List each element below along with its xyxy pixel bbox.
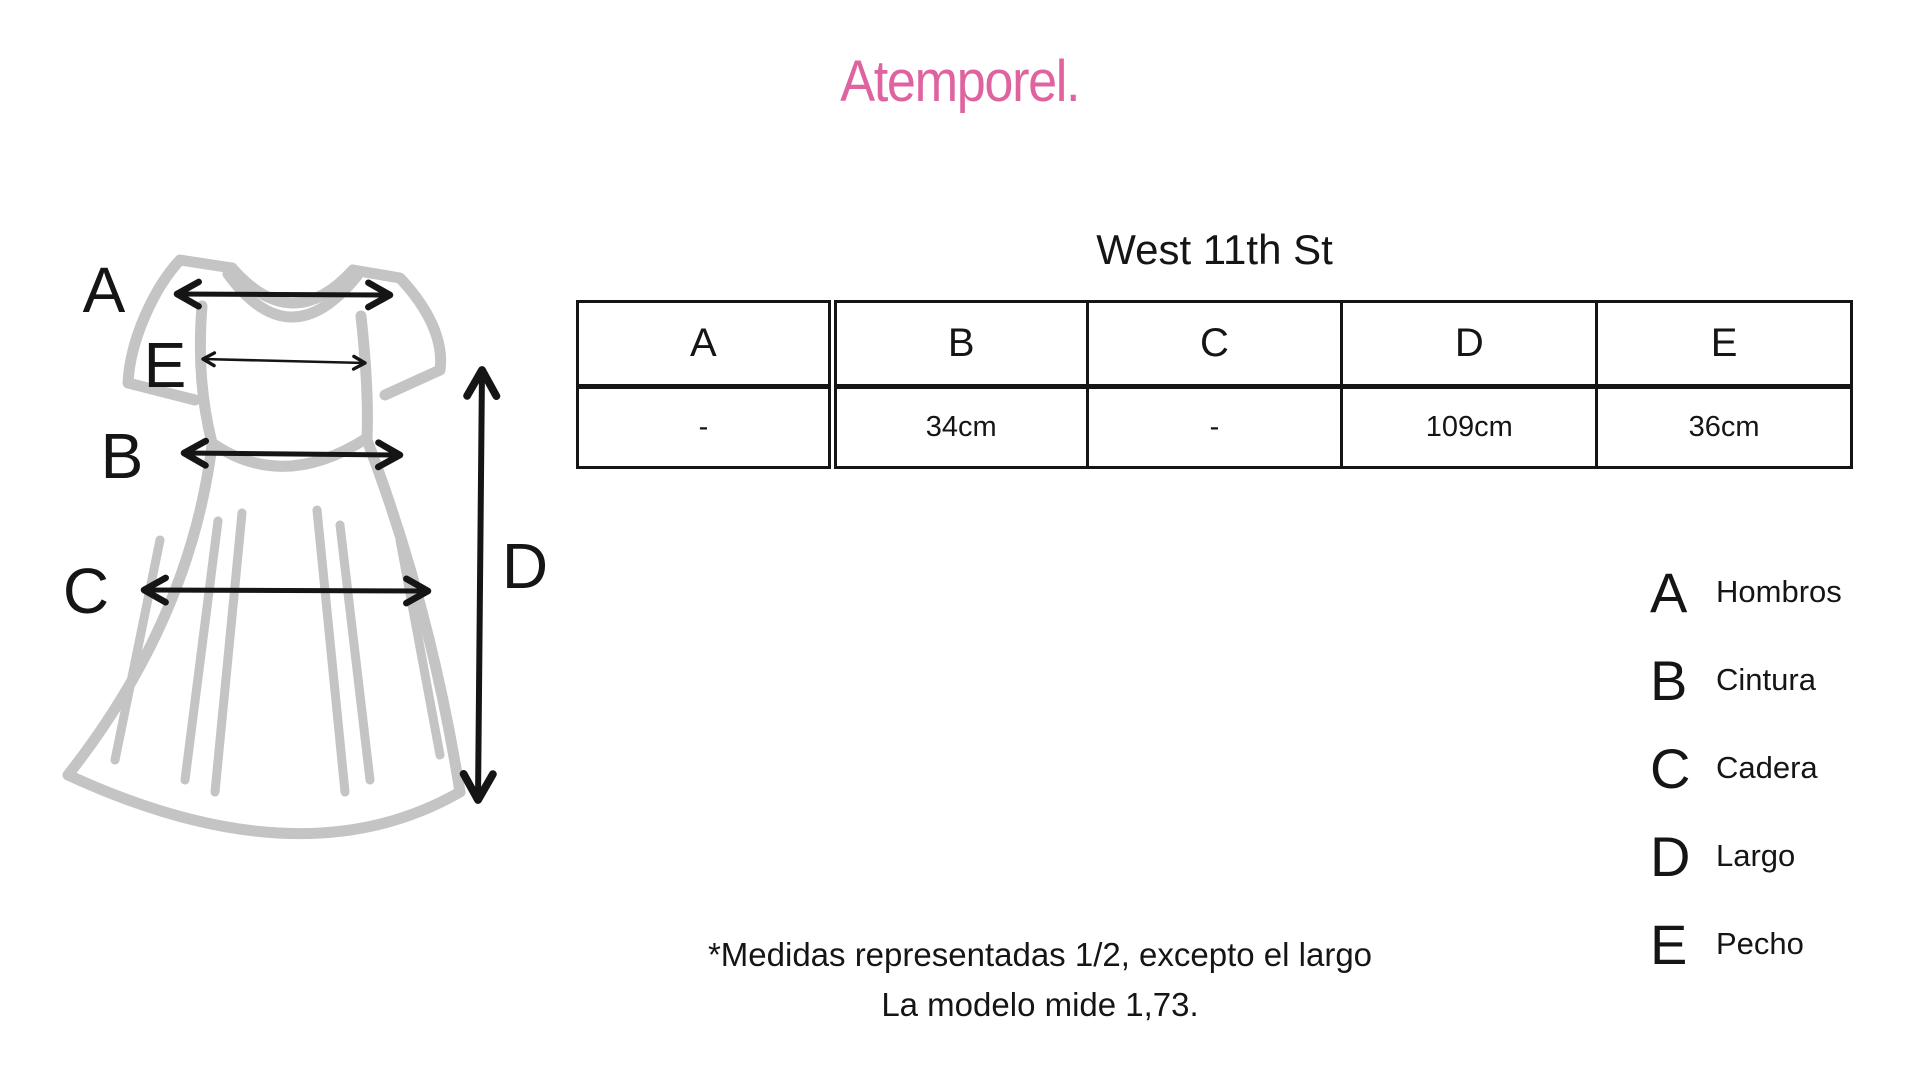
measure-arrow-a-shoulders bbox=[177, 294, 390, 295]
legend-item-cintura bbox=[1650, 636, 1842, 724]
value-c: - bbox=[1087, 387, 1342, 468]
measurements-table-header bbox=[578, 302, 1852, 387]
legend-key: D bbox=[1650, 824, 1691, 888]
dress-skirt-outline bbox=[68, 440, 460, 834]
dress-sketch bbox=[68, 260, 460, 834]
legend-key: C bbox=[1650, 736, 1691, 800]
dress-left-side-seam bbox=[200, 306, 212, 443]
col-header-e: E bbox=[1597, 302, 1852, 387]
legend-label: Cintura bbox=[1716, 662, 1816, 697]
legend-item-largo bbox=[1650, 812, 1842, 900]
legend-item-hombros bbox=[1650, 548, 1842, 636]
legend-label: Cadera bbox=[1716, 750, 1818, 785]
measure-arrow-c-hip bbox=[144, 590, 428, 591]
skirt-fold-line bbox=[215, 513, 242, 792]
measure-arrow-b-waist bbox=[184, 453, 400, 455]
brand-logo bbox=[0, 48, 1920, 115]
footnote bbox=[440, 930, 1640, 1030]
brand-logo-text: Atemporel. bbox=[840, 49, 1080, 114]
dress-measurement-diagram bbox=[40, 240, 580, 900]
measurement-legend bbox=[1650, 548, 1842, 988]
value-a: - bbox=[578, 387, 833, 468]
legend-key: B bbox=[1650, 648, 1688, 712]
legend-key: A bbox=[1650, 560, 1688, 624]
legend-label: Hombros bbox=[1716, 574, 1842, 609]
measurements-table bbox=[576, 300, 1853, 469]
measure-label-c: C bbox=[62, 555, 110, 627]
table-values-row bbox=[578, 387, 1852, 468]
measure-label-d: D bbox=[501, 530, 549, 602]
dress-skirt-folds bbox=[115, 510, 440, 792]
dress-right-side-seam bbox=[361, 316, 367, 438]
measure-label-b: B bbox=[100, 420, 144, 492]
value-d: 109cm bbox=[1342, 387, 1597, 468]
measure-label-a: A bbox=[82, 254, 126, 326]
footnote-line-1: *Medidas representadas 1/2, excepto el largo bbox=[707, 936, 1373, 973]
footnote-line-2: La modelo mide 1,73. bbox=[881, 986, 1199, 1023]
measure-arrow-e-chest bbox=[203, 359, 365, 363]
product-title: West 11th St bbox=[1096, 226, 1333, 273]
measurements-table-body bbox=[578, 387, 1852, 468]
col-header-b: B bbox=[832, 302, 1087, 387]
measure-label-e: E bbox=[143, 329, 187, 401]
col-header-a: A bbox=[578, 302, 833, 387]
legend-label: Pecho bbox=[1716, 926, 1804, 961]
value-b: 34cm bbox=[832, 387, 1087, 468]
col-header-c: C bbox=[1087, 302, 1342, 387]
table-header-row bbox=[578, 302, 1852, 387]
col-header-d: D bbox=[1342, 302, 1597, 387]
legend-item-pecho bbox=[1650, 900, 1842, 988]
legend-item-cadera bbox=[1650, 724, 1842, 812]
legend-key: E bbox=[1650, 912, 1688, 976]
legend-label: Largo bbox=[1716, 838, 1796, 873]
measure-arrow-d-length bbox=[478, 370, 482, 800]
value-e: 36cm bbox=[1597, 387, 1852, 468]
